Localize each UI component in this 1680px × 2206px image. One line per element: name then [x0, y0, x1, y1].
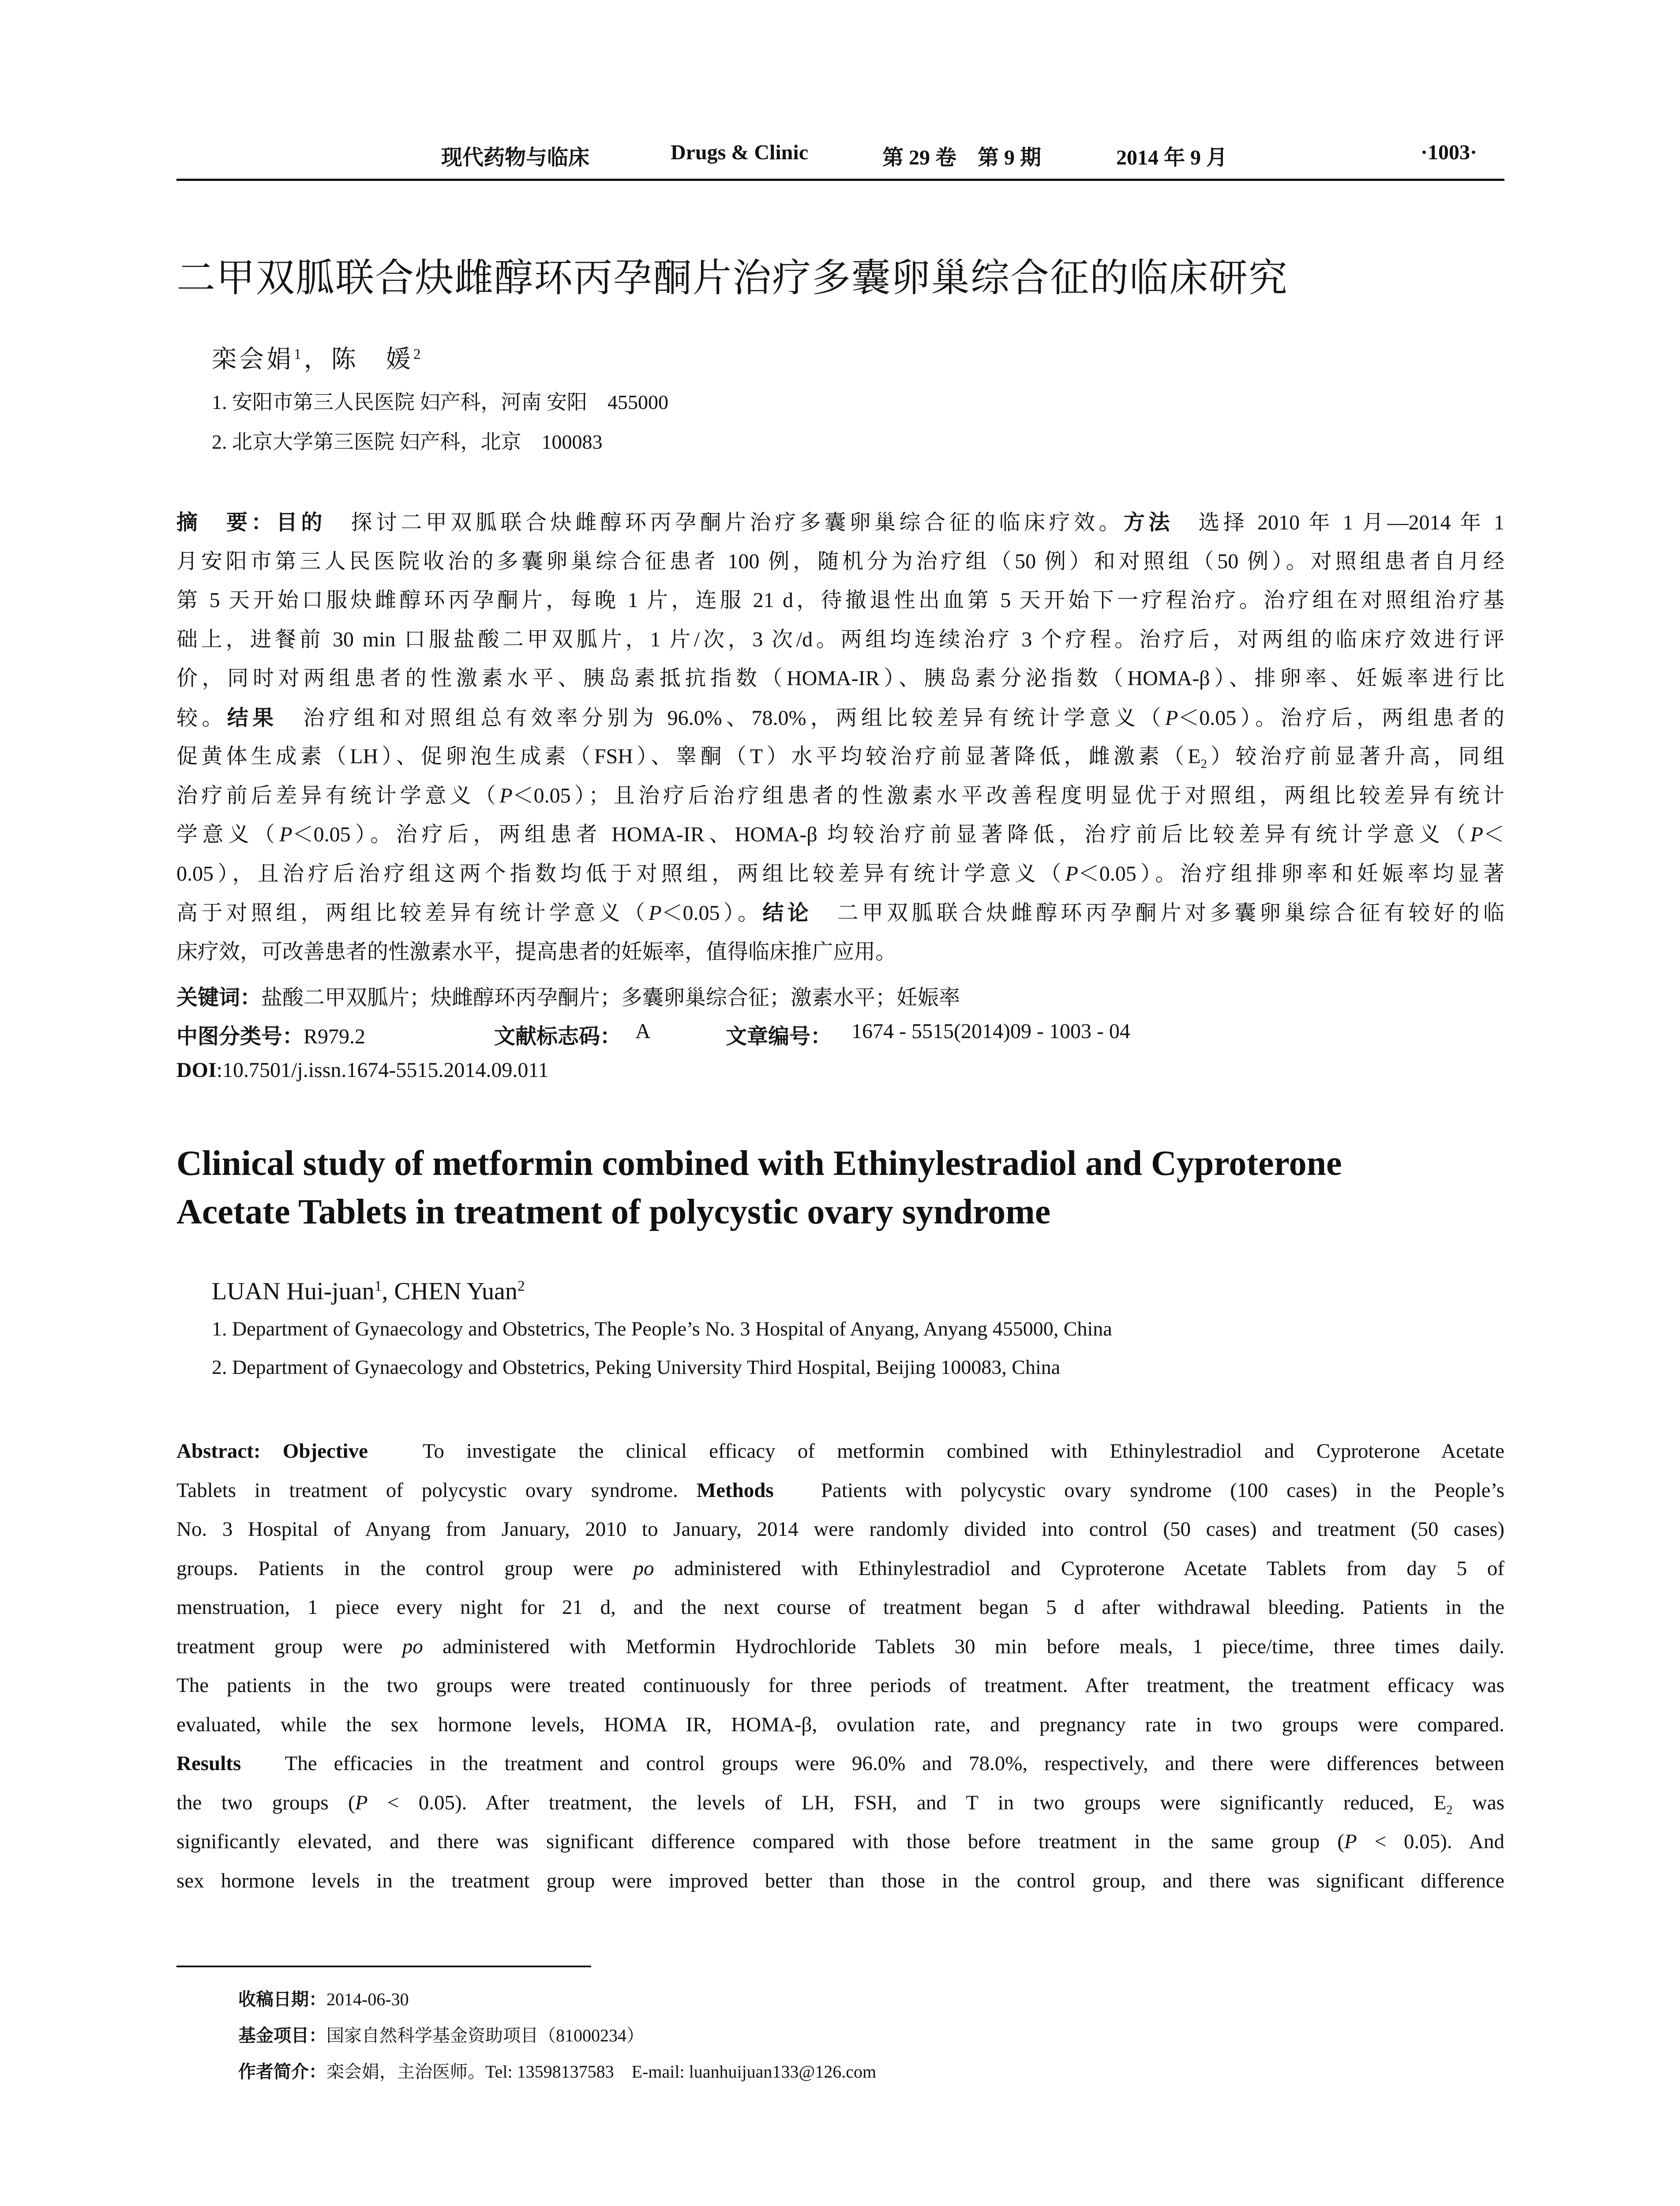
abstract-cn-line	[176, 503, 1504, 542]
abstract-section-label: 方法	[1123, 510, 1174, 535]
abstract-en-line	[176, 1510, 1504, 1549]
page-number: ·1003·	[1421, 141, 1478, 164]
author-separator-en: ,	[382, 1278, 394, 1305]
doc-code-value: A	[635, 1020, 651, 1043]
issue-date: 2014 年 9 月	[1116, 146, 1228, 169]
footnote-line	[238, 2058, 876, 2083]
keywords-label: 关键词：	[176, 985, 262, 1010]
abstract-en-line	[176, 1822, 1504, 1861]
clc-value: R979.2	[304, 1025, 366, 1048]
abstract-section-label: Abstract: Objective	[176, 1440, 368, 1463]
abstract-en-line	[176, 1666, 1504, 1705]
abstract-text: 治疗前后差异有统计学意义（	[176, 784, 500, 807]
abstract-section-label: 结论	[762, 900, 813, 925]
italic-symbol: P	[1470, 823, 1483, 846]
abstract-text: significantly elevated, and there was significant difference compared with those before treatment in the same group (	[176, 1830, 1344, 1853]
abstract-text: ＜0.05）；且治疗后治疗组患者的性激素水平改善程度明显优于对照组，两组比较差异有统计	[512, 784, 1504, 807]
abstract-text: menstruation, 1 piece every night for 21 d, and the next course of treatment began 5 d after withdrawal bleeding. Patients in the	[176, 1596, 1504, 1619]
title-en-line-2: Acetate Tablets in treatment of polycystic ovary syndrome	[176, 1193, 1051, 1231]
article-number-label: 文章编号：	[726, 1024, 832, 1049]
abstract-en-line	[176, 1744, 1504, 1783]
italic-symbol: P	[1065, 862, 1078, 885]
abstract-text: sex hormone levels in the treatment group were improved better than those in the control group, and there was significant difference	[176, 1869, 1504, 1892]
author-1-affil-en: 1	[374, 1278, 382, 1294]
footnote-rule	[176, 1966, 591, 1967]
abstract-text: 选择 2010 年 1 月—2014 年 1	[1173, 511, 1504, 534]
abstract-text: No. 3 Hospital of Anyang from January, 2010 to January, 2014 were randomly divided into control (50 cases) and treatment (50 cases)	[176, 1518, 1504, 1541]
footnote-text: 国家自然科学基金资助项目（81000234）	[326, 2026, 644, 2045]
abstract-text: 治疗组和对照组总有效率分别为 96.0%、78.0%，两组比较差异有统计学意义（	[278, 706, 1165, 730]
italic-symbol: P	[1344, 1830, 1357, 1853]
abstract-text: 促黄体生成素（LH）、促卵泡生成素（FSH）、睾酮（T）水平均较治疗前显著降低，雌激素（E	[176, 745, 1201, 768]
abstract-cn-line	[176, 855, 1504, 893]
abstract-en-line	[176, 1627, 1504, 1666]
abstract-text: Patients with polycystic ovary syndrome (100 cases) in the People’s	[773, 1478, 1504, 1502]
abstract-text: The patients in the two groups were treated continuously for three periods of treatment. After treatment, the treatment efficacy was	[176, 1674, 1504, 1697]
abstract-text: 较。	[176, 706, 227, 730]
abstract-text: 0.05），且治疗后治疗组这两个指数均低于对照组，两组比较差异有统计学意义（	[176, 862, 1065, 885]
doi-value: :10.7501/j.issn.1674-5515.2014.09.011	[216, 1058, 549, 1082]
authors-en	[212, 1277, 525, 1306]
footnote-line	[238, 1985, 409, 2011]
title-cn: 二甲双胍联合炔雌醇环丙孕酮片治疗多囊卵巢综合征的临床研究	[176, 255, 1289, 300]
abstract-text: ＜0.05）。治疗后，两组患者的	[1178, 706, 1504, 730]
abstract-en-line	[176, 1588, 1504, 1627]
abstract-text: The efficacies in the treatment and control groups were 96.0% and 78.0%, respectively, and there were differences between	[241, 1752, 1504, 1775]
affiliation-2-en: 2. Department of Gynaecology and Obstetrics, Peking University Third Hospital, Beijing 100083, China	[212, 1356, 1061, 1378]
abstract-en-line	[176, 1705, 1504, 1744]
affiliation-1-cn: 1. 安阳市第三人民医院 妇产科，河南 安阳 455000	[212, 391, 668, 413]
abstract-cn-line	[176, 581, 1504, 620]
abstract-section-label: 结果	[227, 705, 278, 730]
italic-symbol: po	[633, 1557, 654, 1580]
running-header	[176, 140, 1504, 180]
abstract-text: < 0.05). After treatment, the levels of LH, FSH, and T in two groups were significantly reduced, E	[368, 1791, 1447, 1814]
abstract-text: the two groups (	[176, 1791, 355, 1814]
author-2-cn: 陈 媛	[331, 346, 413, 373]
abstract-section-label: 摘 要：目的	[176, 510, 326, 535]
subscript: 2	[1200, 757, 1207, 771]
author-2-affil-cn: 2	[413, 346, 424, 363]
abstract-cn-line	[176, 620, 1504, 659]
abstract-cn-line	[176, 893, 1504, 932]
abstract-cn-line	[176, 698, 1504, 737]
abstract-text: To investigate the clinical efficacy of metformin combined with Ethinylestradiol and Cyproterone Acetate	[368, 1440, 1504, 1463]
italic-symbol: P	[279, 823, 292, 846]
abstract-cn-line	[176, 933, 1504, 972]
journal-name-en: Drugs & Clinic	[671, 141, 808, 164]
abstract-text: ＜0.05）。治疗后，两组患者 HOMA-IR、HOMA-β 均较治疗前显著降低，治疗前后比较差异有统计学意义（	[292, 823, 1470, 846]
abstract-text: 础上，进餐前 30 min 口服盐酸二甲双胍片，1 片/次，3 次/d。两组均连续治疗 3 个疗程。治疗后，对两组的临床疗效进行评	[176, 627, 1504, 651]
footnote-label: 基金项目：	[238, 2026, 326, 2046]
italic-symbol: P	[499, 784, 513, 807]
article-number-value: 1674 - 5515(2014)09 - 1003 - 04	[851, 1020, 1130, 1043]
author-1-cn: 栾会娟	[212, 346, 294, 373]
italic-symbol: P	[649, 901, 662, 925]
abstract-text: ＜0.05）。	[661, 901, 763, 925]
abstract-text: 探讨二甲双胍联合炔雌醇环丙孕酮片治疗多囊卵巢综合征的临床疗效。	[326, 511, 1124, 534]
affiliation-2-cn: 2. 北京大学第三医院 妇产科，北京 100083	[212, 431, 603, 453]
keywords-text: 盐酸二甲双胍片；炔雌醇环丙孕酮片；多囊卵巢综合征；激素水平；妊娠率	[261, 986, 960, 1009]
italic-symbol: po	[402, 1635, 423, 1658]
footnote-line	[238, 2022, 644, 2047]
footnote-text: 栾会娟，主治医师。Tel: 13598137583 E-mail: luanhuijuan133@126.com	[326, 2062, 877, 2082]
abstract-en-line	[176, 1471, 1504, 1510]
author-separator-cn: ，	[304, 346, 331, 373]
abstract-text: was	[1452, 1791, 1504, 1814]
italic-symbol: P	[1165, 706, 1178, 730]
abstract-cn-line	[176, 659, 1504, 698]
title-en-line-1: Clinical study of metformin combined with Ethinylestradiol and Cyproterone	[176, 1144, 1342, 1183]
doi-label: DOI	[176, 1058, 217, 1082]
header-rule	[176, 179, 1504, 181]
abstract-text: evaluated, while the sex hormone levels, HOMA IR, HOMA-β, ovulation rate, and pregnancy rate in two groups were compared.	[176, 1713, 1504, 1736]
issue-info: 第 29 卷 第 9 期	[882, 146, 1042, 169]
abstract-text: ＜	[1483, 823, 1504, 846]
author-1-affil-cn: 1	[294, 346, 304, 363]
abstract-text: administered with Ethinylestradiol and Cyproterone Acetate Tablets from day 5 of	[654, 1557, 1504, 1580]
subscript: 2	[1446, 1803, 1453, 1817]
author-2-en: CHEN Yuan	[394, 1278, 518, 1305]
abstract-text: 二甲双胍联合炔雌醇环丙孕酮片对多囊卵巢综合征有较好的临	[812, 901, 1504, 925]
abstract-text: treatment group were	[176, 1635, 402, 1658]
abstract-cn-line	[176, 815, 1504, 854]
abstract-cn-line	[176, 777, 1504, 815]
abstract-text: 月安阳市第三人民医院收治的多囊卵巢综合征患者 100 例，随机分为治疗组（50 例）和对照组（50 例）。对照组患者自月经	[176, 549, 1504, 573]
italic-symbol: P	[355, 1791, 368, 1814]
abstract-en-line	[176, 1783, 1504, 1822]
abstract-cn-line	[176, 542, 1504, 581]
clc-label: 中图分类号：	[176, 1024, 304, 1049]
author-1-en: LUAN Hui-juan	[212, 1278, 375, 1305]
author-2-affil-en: 2	[517, 1278, 525, 1294]
abstract-text: 学意义（	[176, 823, 280, 846]
footnote-label: 收稿日期：	[238, 1989, 326, 2010]
abstract-text: 高于对照组，两组比较差异有统计学意义（	[176, 901, 649, 925]
abstract-text: administered with Metformin Hydrochloride Tablets 30 min before meals, 1 piece/time, three times daily.	[423, 1635, 1504, 1658]
authors-cn	[212, 340, 424, 375]
footnote-label: 作者简介：	[238, 2062, 326, 2082]
abstract-text: 价，同时对两组患者的性激素水平、胰岛素抵抗指数（HOMA-IR）、胰岛素分泌指数（HOMA-β）、排卵率、妊娠率进行比	[176, 667, 1504, 690]
affiliation-1-en: 1. Department of Gynaecology and Obstetrics, The People’s No. 3 Hospital of Anyang, Anyang 455000, China	[212, 1317, 1112, 1340]
abstract-text: ＜0.05）。治疗组排卵率和妊娠率均显著	[1078, 862, 1504, 885]
abstract-en-line	[176, 1861, 1504, 1900]
abstract-text: groups. Patients in the control group were	[176, 1557, 634, 1580]
abstract-en-line	[176, 1549, 1504, 1588]
abstract-section-label: Results	[176, 1752, 241, 1775]
abstract-text: < 0.05). And	[1357, 1830, 1504, 1853]
abstract-text: Tablets in treatment of polycystic ovary syndrome.	[176, 1478, 697, 1502]
abstract-section-label: Methods	[696, 1478, 774, 1502]
keywords-cn	[176, 980, 960, 1011]
doi-line	[176, 1058, 549, 1082]
journal-name-cn: 现代药物与临床	[441, 145, 590, 170]
doc-code-label: 文献标志码：	[494, 1024, 622, 1049]
abstract-text: ）较治疗前显著升高，同组	[1207, 745, 1504, 768]
abstract-en-line	[176, 1432, 1504, 1471]
footnote-text: 2014-06-30	[326, 1989, 409, 2009]
classification-line	[176, 1019, 1130, 1050]
abstract-text: 床疗效，可改善患者的性激素水平，提高患者的妊娠率，值得临床推广应用。	[176, 940, 897, 964]
abstract-cn-line	[176, 737, 1504, 776]
abstract-text: 第 5 天开始口服炔雌醇环丙孕酮片，每晚 1 片，连服 21 d，待撤退性出血第 5 天开始下一疗程治疗。治疗组在对照组治疗基	[176, 589, 1504, 612]
